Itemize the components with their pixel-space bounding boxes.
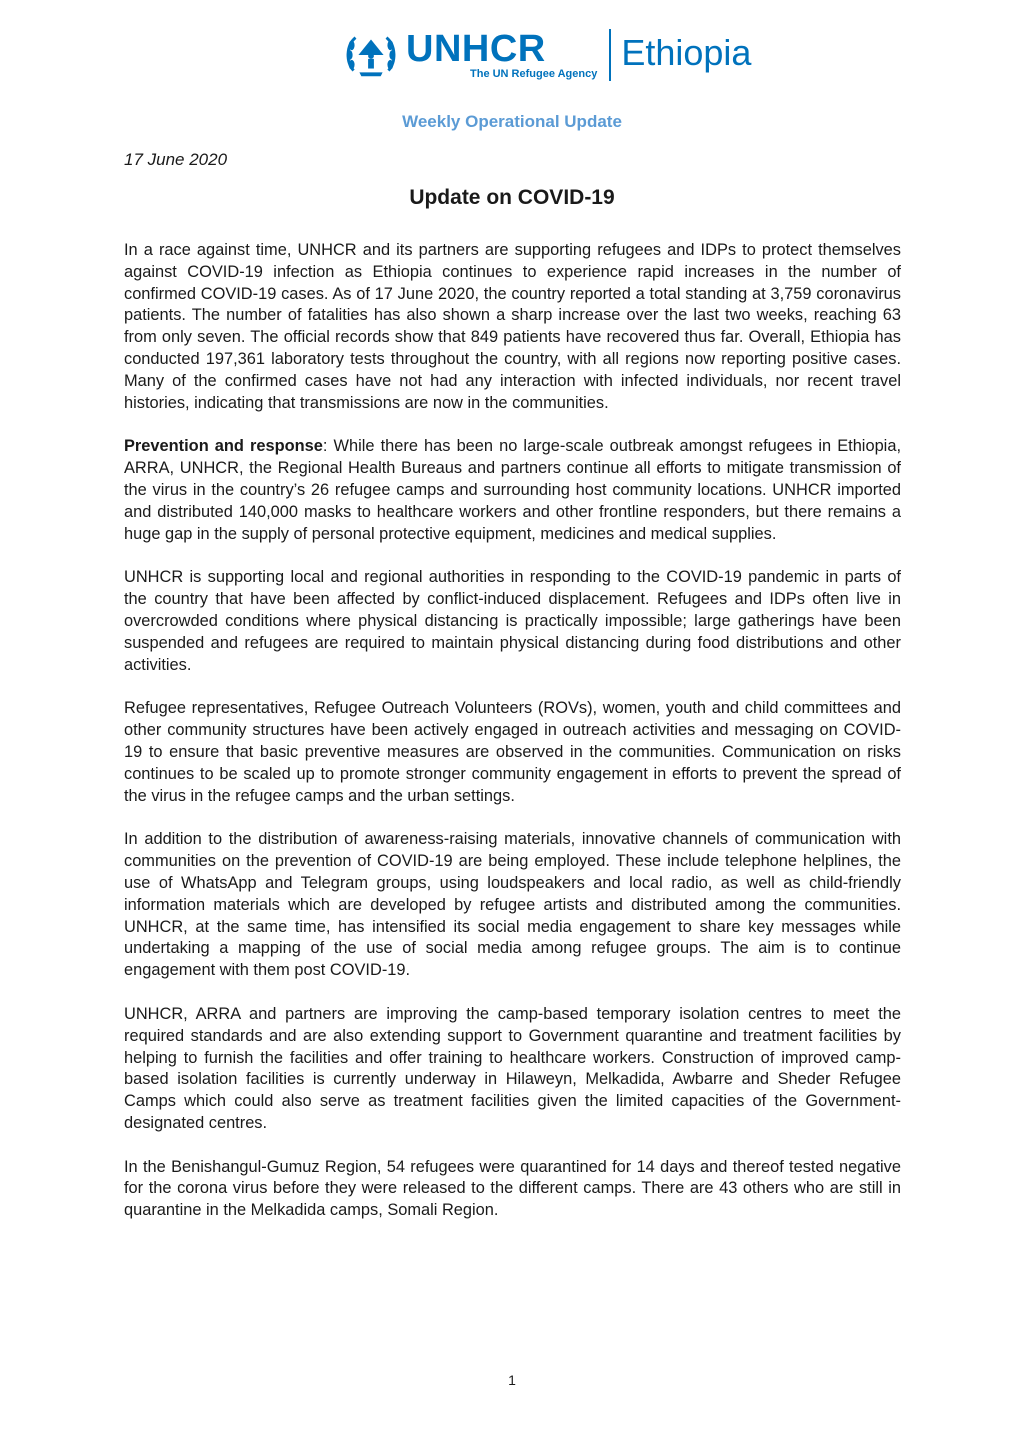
paragraph [124,436,901,545]
page-number: 1 [508,1372,516,1388]
paragraph-lead: Prevention and response [124,437,323,456]
paragraph-text: In addition to the distribution of awareness-raising materials, innovative channels of communication with communities on the prevention of COVID-19 are being employed. These include telephone helplines, the use of WhatsApp and Telegram groups, using loudspeakers and local radio, as well as child-friendly information materials which are developed by refugee artists and distributed among the communities. UNHCR, at the same time, has intensified its social media engagement to share key messages while undertaking a mapping of the use of social media among refugee groups. The aim is to continue engagement with them post COVID-19. [124,830,901,980]
paragraph [124,1157,901,1222]
unhcr-emblem-icon [342,26,400,84]
paragraph [124,1004,901,1135]
paragraph-text: In the Benishangul-Gumuz Region, 54 refugees were quarantined for 14 days and thereof tested negative for the corona virus before they were released to the different camps. There are 43 others who are still in quarantine in the Melkadida camps, Somali Region. [124,1157,901,1220]
paragraph-text: In a race against time, UNHCR and its partners are supporting refugees and IDPs to protect themselves against COVID-19 infection as Ethiopia continues to experience rapid increases in the number of confirmed COVID-19 cases. As of 17 June 2020, the country reported a total standing at 3,759 coronavirus patients. The number of fatalities has also shown a sharp increase over the last two weeks, reaching 63 from only seven. The official records show that 849 patients have recovered thus far. Overall, Ethiopia has conducted 197,361 laboratory tests throughout the country, with all regions now reporting positive cases. Many of the confirmed cases have not had any interaction with infected individuals, nor recent travel histories, indicating that transmissions are now in the communities. [124,241,901,412]
paragraph [124,698,901,807]
paragraph [124,240,901,414]
paragraph [124,829,901,982]
paragraph-text: UNHCR is supporting local and regional authorities in responding to the COVID-19 pandemic in parts of the country that have been affected by conflict-induced displacement. Refugees and IDPs often live in overcrowded conditions where physical distancing is practically impossible; large gatherings have been suspended and refugees are required to maintain physical distancing during food distributions and other activities. [124,568,901,674]
document-title: Update on COVID-19 [409,186,615,209]
paragraph-text: UNHCR, ARRA and partners are improving the camp-based temporary isolation centres to meet the required standards and are also extending support to Government quarantine and treatment facilities by helping to furnish the facilities and offer training to healthcare workers. Construction of improved camp-based isolation facilities is currently underway in Hilaweyn, Melkadida, Awbarre and Sheder Refugee Camps which could also serve as treatment facilities given the limited capacities of the Government-designated centres. [124,1004,901,1132]
org-tagline: The UN Refugee Agency [470,67,598,80]
paragraph-text: : While there has been no large-scale outbreak amongst refugees in Ethiopia, ARRA, UNHCR, the Regional Health Bureaus and partners continue all efforts to mitigate transmission of the virus in the country’s 26 refugee camps and surrounding host community locations. UNHCR imported and distributed 140,000 masks to healthcare workers and other frontline responders, but there remains a huge gap in the supply of personal protective equipment, medicines and medical supplies. [124,437,901,543]
unhcr-logo [342,26,751,84]
document-type: Weekly Operational Update [402,112,622,131]
document-date: 17 June 2020 [124,150,228,169]
logo-divider [609,29,611,81]
paragraph-text: Refugee representatives, Refugee Outreach Volunteers (ROVs), women, youth and child committees and other community structures have been actively engaged in outreach activities and messaging on COVID-19 to ensure that basic preventive measures are observed in the communities. Communication on risks continues to be scaled up to promote stronger community engagement in efforts to prevent the spread of the virus in the refugee camps and the urban settings. [124,699,901,805]
country-name: Ethiopia [621,32,752,73]
org-name: UNHCR [406,27,546,70]
paragraph [124,567,901,676]
document-body [124,240,901,1244]
